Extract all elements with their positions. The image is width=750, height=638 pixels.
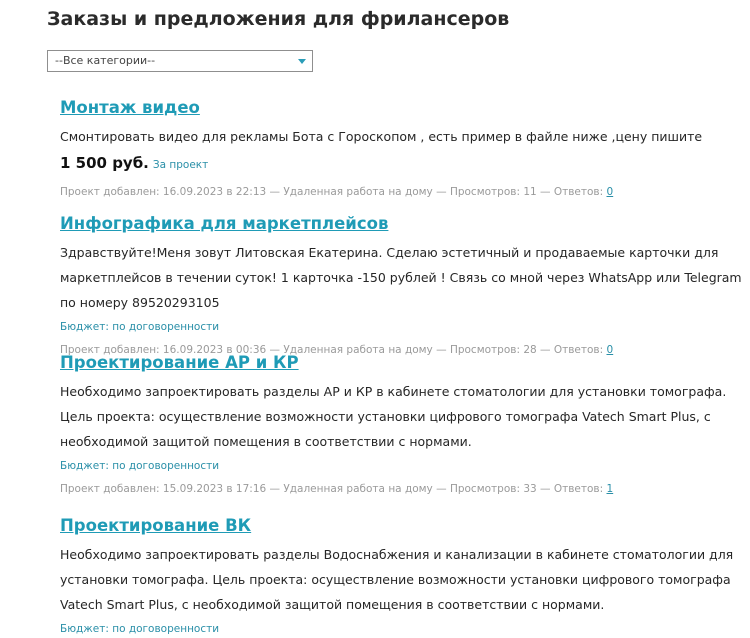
- project-description: Необходимо запроектировать разделы Водоснабжения и канализации в кабинете стоматологии для установки томографа. Цель проекта: осуществление возможности установки цифрового томографа Vatech Smart Plus, с необходимой защитой помещения в соответствии с нормами.: [60, 547, 734, 612]
- project-item: [60, 514, 750, 638]
- project-budget: Бюджет: по договоренности: [60, 321, 220, 333]
- project-item: [60, 351, 750, 498]
- price-value: 1 500 руб.: [60, 154, 149, 172]
- project-meta-text: Проект добавлен: 16.09.2023 в 22:13 — Удаленная работа на дому — Просмотров: 11 — Ответов:: [60, 186, 607, 198]
- project-description: Смонтировать видео для рекламы Бота с Гороскопом , есть пример в файле ниже ,цену пишите: [60, 129, 703, 144]
- project-budget: Бюджет: по договоренности: [60, 460, 220, 472]
- price-unit: За проект: [152, 159, 209, 171]
- project-description: Необходимо запроектировать разделы АР и КР в кабинете стоматологии для установки томографа. Цель проекта: осуществление возможности установки цифрового томографа Vatech Smart Plus, с необходимой защитой помещения в соответствии с нормами.: [60, 384, 727, 449]
- project-title-link[interactable]: Проектирование ВК: [60, 516, 252, 535]
- project-title-link[interactable]: Монтаж видео: [60, 98, 200, 117]
- project-meta: [60, 480, 750, 498]
- project-item: [60, 212, 750, 359]
- chevron-down-icon: [298, 59, 306, 64]
- answers-link[interactable]: 0: [606, 186, 614, 198]
- project-meta-text: Проект добавлен: 16.09.2023 в 00:36 — Удаленная работа на дому — Просмотров: 28 — Ответов:: [60, 344, 607, 356]
- project-description: Здравствуйте!Меня зовут Литовская Екатерина. Сделаю эстетичный и продаваемые карточки для маркетплейсов в течении суток! 1 карточка -150 рублей ! Связь со мной через WhatsApp или Telegram по номеру 89520293105: [60, 245, 742, 310]
- answers-link[interactable]: 0: [606, 344, 614, 356]
- project-item: [60, 96, 750, 201]
- project-budget: Бюджет: по договоренности: [60, 623, 220, 635]
- answers-link[interactable]: 1: [606, 483, 614, 495]
- project-title-link[interactable]: Инфографика для маркетплейсов: [60, 214, 389, 233]
- project-title-link[interactable]: Проектирование АР и КР: [60, 353, 299, 372]
- project-meta-text: Проект добавлен: 15.09.2023 в 17:16 — Удаленная работа на дому — Просмотров: 33 — Ответов:: [60, 483, 607, 495]
- page-title: Заказы и предложения для фрилансеров: [47, 8, 510, 30]
- category-select-value: --Все категории--: [55, 54, 156, 67]
- category-select[interactable]: [47, 50, 313, 72]
- project-meta: [60, 183, 750, 201]
- project-price: [60, 150, 750, 178]
